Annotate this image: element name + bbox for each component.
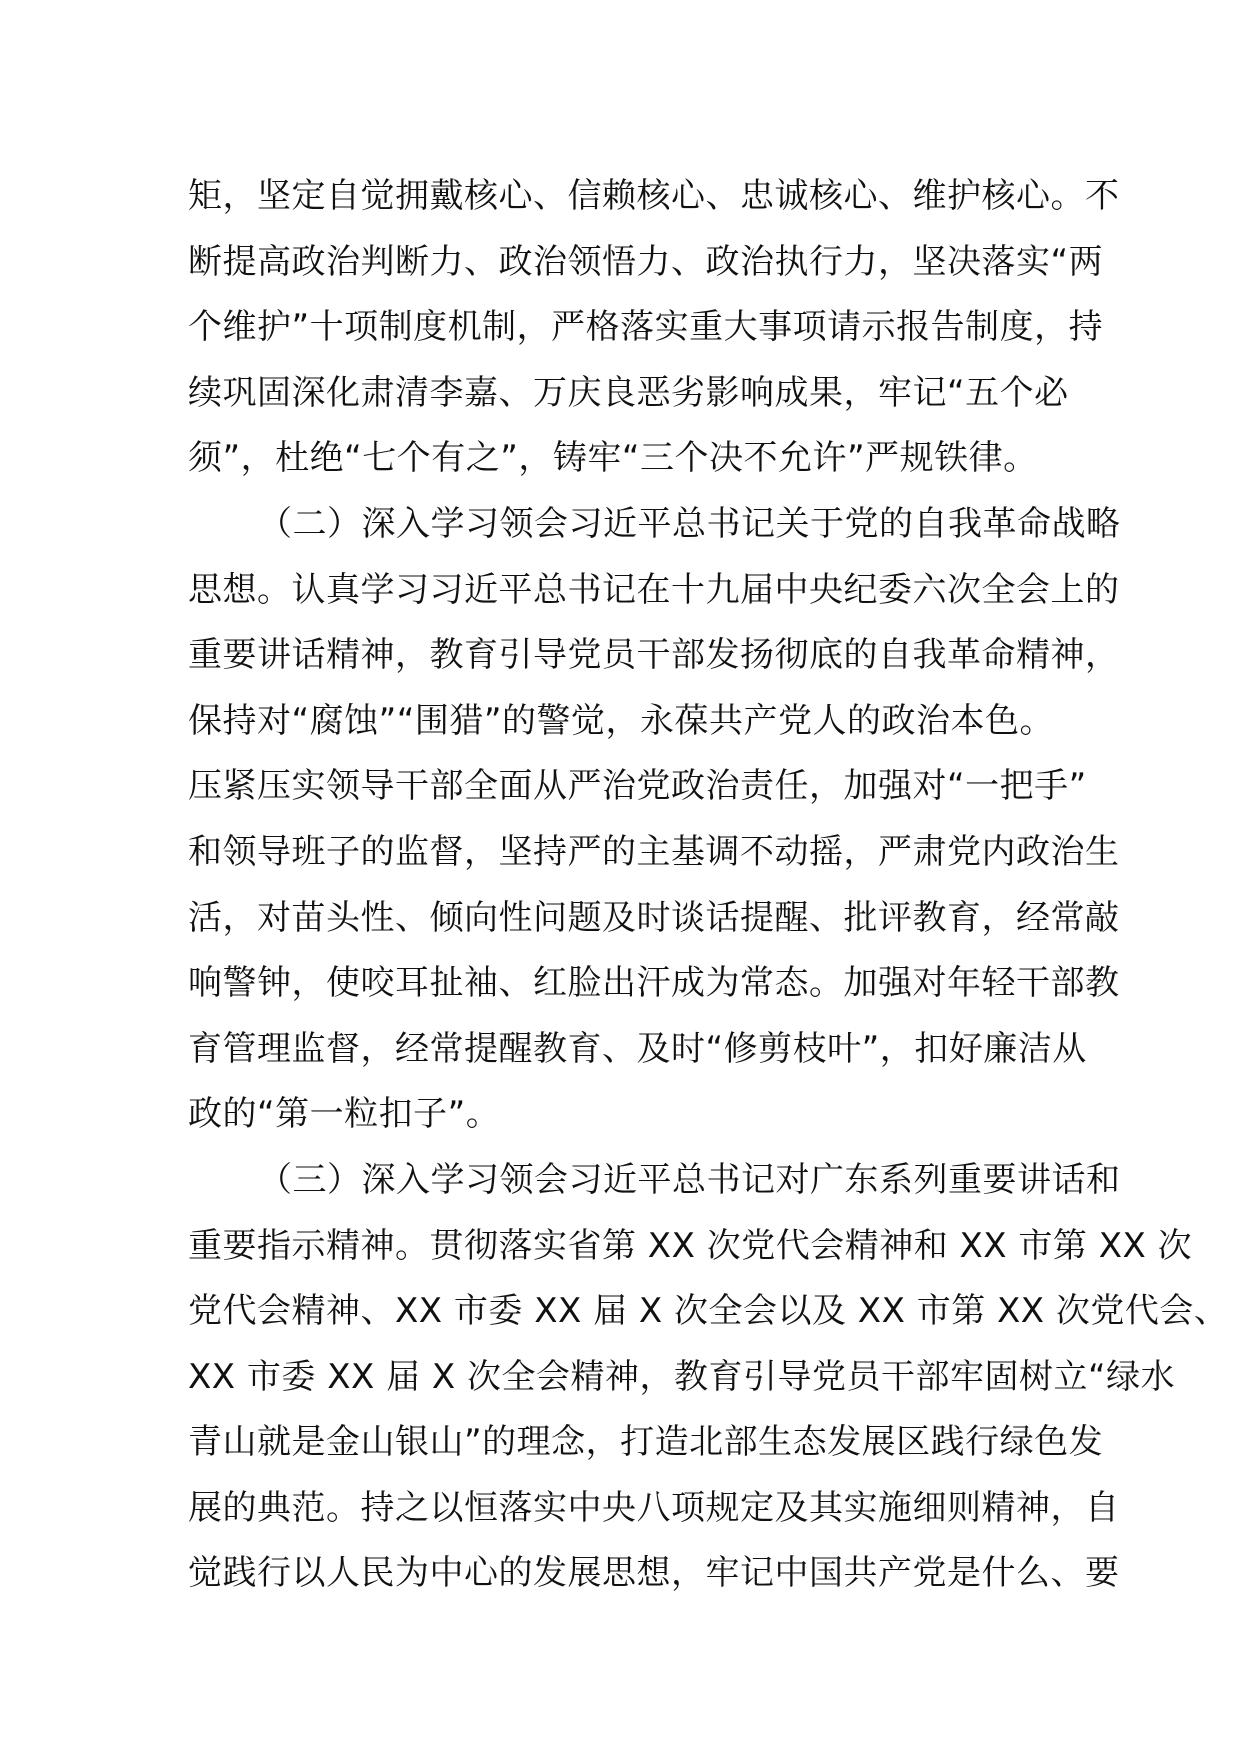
text-line: 个维护”十项制度机制，严格落实重大事项请示报告制度，持: [188, 307, 1104, 348]
text-line: 矩，坚定自觉拥戴核心、信赖核心、忠诚核心、维护核心。不: [188, 176, 1120, 216]
text-line: 压紧压实领导干部全面从严治党政治责任，加强对“一把手”: [188, 766, 1087, 807]
text-line: 和领导班子的监督，坚持严的主基调不动摇，严肃党内政治生: [188, 831, 1120, 872]
text-line: 活，对苗头性、倾向性问题及时谈话提醒、批评教育，经常敲: [188, 897, 1120, 938]
section-heading-3: （三）深入学习领会习近平总书记对广东系列重要讲话和: [258, 1159, 1121, 1200]
text-line: 重要指示精神。贯彻落实省第 XX 次党代会精神和 XX 市第 XX 次: [188, 1225, 1193, 1266]
text-line: 重要讲话精神，教育引导党员干部发扬彻底的自我革命精神，: [188, 635, 1120, 676]
section-heading-2: （二）深入学习领会习近平总书记关于党的自我革命战略: [258, 503, 1121, 544]
text-line: 保持对“腐蚀”“围猎”的警觉，永葆共产党人的政治本色。: [188, 700, 1054, 741]
body-text: [188, 164, 1229, 1607]
text-line: 断提高政治判断力、政治领悟力、政治执行力，坚决落实“两: [188, 241, 1104, 282]
text-line: 青山就是金山银山”的理念，打造北部生态发展区践行绿色发: [188, 1422, 1104, 1463]
text-line: XX 市委 XX 届 X 次全会精神，教育引导党员干部牢固树立“绿水: [188, 1356, 1176, 1397]
text-line: 育管理监督，经常提醒教育、及时“修剪枝叶”，扣好廉洁从: [188, 1028, 1087, 1069]
text-line: 党代会精神、XX 市委 XX 届 X 次全会以及 XX 市第 XX 次党代会、: [188, 1291, 1229, 1332]
text-line: 须”，杜绝“七个有之”，铸牢“三个决不允许”严规铁律。: [188, 438, 1038, 479]
text-line: 政的“第一粒扣子”。: [188, 1094, 501, 1135]
text-line: 觉践行以人民为中心的发展思想，牢记中国共产党是什么、要: [188, 1553, 1120, 1594]
text-line: 续巩固深化肃清李嘉、万庆良恶劣影响成果，牢记“五个必: [188, 372, 1069, 413]
text-line: 响警钟，使咬耳扯袖、红脸出汗成为常态。加强对年轻干部教: [188, 963, 1120, 1004]
text-line: 思想。认真学习习近平总书记在十九届中央纪委六次全会上的: [188, 569, 1120, 610]
text-line: 展的典范。持之以恒落实中央八项规定及其实施细则精神，自: [188, 1487, 1120, 1528]
